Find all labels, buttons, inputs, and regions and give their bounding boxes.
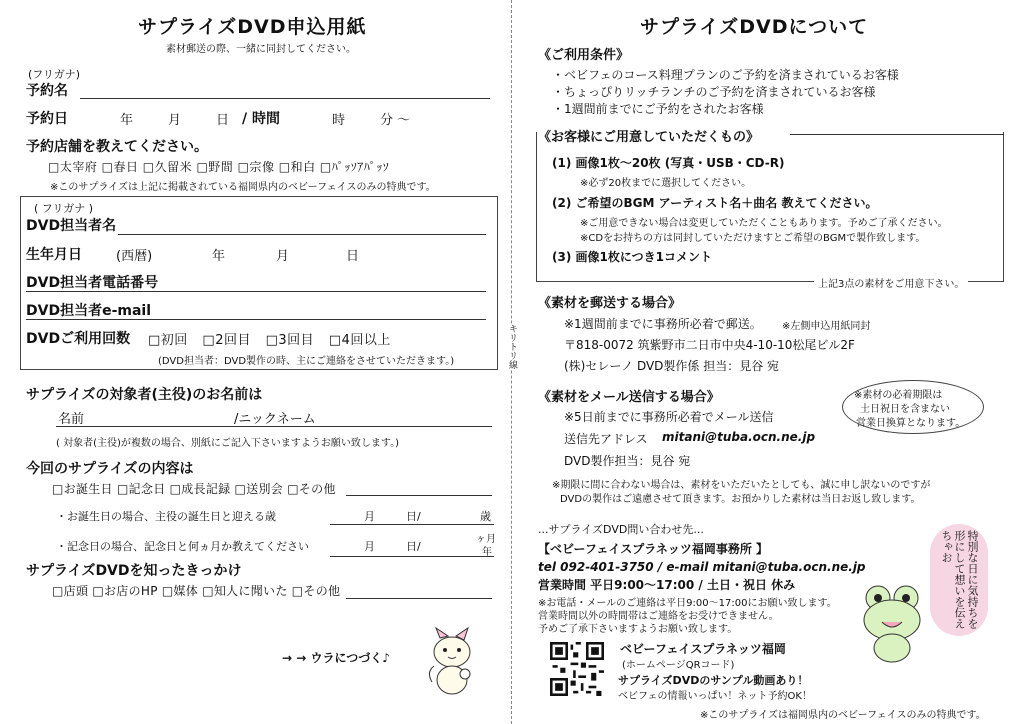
hours-note-1: ※お電話・メールのご連絡は平日9:00〜17:00にお願い致します。 [538,598,837,609]
shop-note: ※このサプライズは上記に掲載されている福岡県内のベビーフェイスのみの特典です。 [50,182,436,193]
trigger-checkboxes[interactable]: □店頭 □お店のHP □媒体 □知人に聞いた □その他 [52,584,341,598]
email-label: DVD担当者e-mail [26,303,152,319]
minute-label: 分 〜 [380,113,411,128]
trigger-other-line[interactable] [346,598,492,599]
about-title: サプライズDVDについて [640,16,869,38]
qr-code-icon[interactable] [550,642,604,696]
prep-item-1-note: ※必ず20枚までに選択してください。 [580,178,752,189]
condition-item-3: ・1週間前までにご予約をされたお客様 [552,102,764,116]
email-send-note: ※5日前までに事務所必着でメール送信 [564,410,774,424]
target-name-line[interactable] [56,426,492,427]
continued-on-back: → → ウラにつづく♪ [282,651,390,665]
bubble-line-2: 土日祝日を含まない [860,404,950,415]
prep-item-2: (2) ご希望のBGM アーティスト名＋曲名 教えてください。 [552,196,878,210]
target-nickname-label: /ニックネーム [234,412,316,427]
qr-title: ベビーフェイスプラネッツ福岡 [620,642,786,656]
birthday-label: 生年月日 [26,247,82,263]
shop-question: 予約店舗を教えてください。 [26,139,208,155]
prep-item-2-note-b: ※CDをお持ちの方は同封していただけますとご希望のBGMで製作致します。 [580,233,926,244]
content-other-line[interactable] [346,495,492,496]
email-send-title: 《素材をメール送信する場合》 [538,390,720,405]
contact-tel-email[interactable]: tel 092-401-3750 / e-mail mitani@tuba.ocn.ne.jp [538,560,866,574]
prep-item-3: (3) 画像1枚につき1コメント [552,250,712,264]
late-note-2: DVDの製作はご遠慮させて頂きます。お預かりした素材は当日お返し致します。 [560,494,921,505]
birth-month-label: 月 [276,249,290,264]
day-label: 日 [216,113,230,128]
target-title: サプライズの対象者(主役)のお名前は [26,387,263,403]
business-hours: 営業時間 平日9:00〜17:00 / 土日・祝日 休み [538,578,796,592]
qr-line-2: ベビフェの情報いっぱい！ネット予約OK！ [618,691,812,702]
years-label: 年 [482,547,492,558]
email-send-address[interactable]: mitani@tuba.ocn.ne.jp [662,430,816,444]
reservation-date-label: 予約日 [26,111,68,127]
anniv-month-label: 月 [364,540,375,553]
hours-note-2: 営業時間以外の時間帯はご連絡をお受けできません。 [538,611,779,622]
preparation-box-top [790,134,1004,135]
reservation-name-label: 予約名 [26,83,68,99]
dvd-contact-name-label: DVD担当者名 [26,218,117,234]
mail-note-1: ※1週間前までに事務所必着で郵送。 [564,317,762,331]
hour-label: 時 [332,113,346,128]
seireki-label: (西暦) [116,249,153,264]
usage-count-note: (DVD担当者：DVD製作の時、主にご連絡をさせていただきます。) [158,356,455,367]
condition-item-1: ・ベビフェのコース料理プランのご予約を済まされているお客様 [552,68,899,82]
time-label: / 時間 [242,111,280,127]
email-line[interactable] [26,319,486,320]
birth-year-label: 年 [212,249,226,264]
prep-item-1: (1) 画像1枚〜20枚 (写真・USB・CD-R) [552,156,785,170]
year-label: 年 [120,113,134,128]
email-send-recipient: DVD製作担当：見谷 宛 [564,454,691,468]
late-note-1: ※期限に間に合わない場合は、素材をいただいたとしても、誠に申し訳ないのですが [552,480,931,491]
target-name-label: 名前 [58,412,85,427]
target-note: ( 対象者(主役)が複数の場合、別紙にご記入下さいますようお願い致します。) [56,438,399,449]
bubble-line-1: ※素材の必着期限は [854,390,943,401]
birthday-question: ・お誕生日の場合、主役の誕生日と迎える歳 [56,510,276,523]
mail-recipient: (株)セレーノ DVD製作係 担当：見谷 宛 [564,359,780,373]
bday-day-label: 日/ [406,510,421,523]
conditions-title: 《ご利用条件》 [538,48,630,63]
usage-count-checkboxes[interactable]: □初回 □2回目 □3回目 □4回以上 [148,333,391,348]
mail-note-1b: ※左側申込用紙同封 [782,321,871,332]
cat-mascot-icon [420,626,484,696]
email-send-label: 送信先アドレス [564,432,648,446]
tel-label: DVD担当者電話番号 [26,275,159,291]
birthday-line[interactable] [330,524,494,525]
contact-intro: ...サプライズDVD問い合わせ先... [538,523,704,536]
prep-item-2-note-a: ※ご用意できない場合は変更していただくこともあります。予めご了承ください。 [580,218,948,229]
content-checkboxes[interactable]: □お誕生日 □記念日 □成長記録 □送別会 □その他 [52,482,336,496]
birth-day-label: 日 [346,249,360,264]
age-label: 歳 [480,510,491,523]
pink-message-text: 特別な日に気持ちを形にして想いを伝えちゃお [940,530,979,629]
tel-line[interactable] [26,291,486,292]
preparation-title: 《お客様にご用意していただくもの》 [538,126,763,145]
office-name: 【ベビーフェイスプラネッツ福岡事務所 】 [538,542,769,556]
month-label: 月 [168,113,182,128]
reservation-name-line[interactable] [80,98,490,99]
preparation-footer: 上記3点の素材をご用意下さい。 [814,275,968,290]
trigger-title: サプライズDVDを知ったきっかけ [26,563,242,579]
dvd-contact-name-line[interactable] [118,234,486,235]
shop-checkboxes[interactable]: □太宰府 □春日 □久留米 □野間 □宗像 □和白 □ﾊﾟｯｿｱﾊﾟｯｿ [48,160,390,174]
qr-line-1: サプライズDVDのサンプル動画あり！ [618,674,809,687]
usage-count-label: DVDご利用回数 [26,331,131,347]
condition-item-2: ・ちょっぴりリッチランチのご予約を済まされているお客様 [552,85,876,99]
content-title: 今回のサプライズの内容は [26,461,194,477]
hours-note-3: 予めご了承下さいますようお願い致します。 [538,624,738,635]
form-title: サプライズDVD申込用紙 [138,16,367,38]
furigana-label-2: ( フリガナ ) [34,202,94,215]
anniversary-question: ・記念日の場合、記念日と何ヵ月か教えてください [56,540,309,553]
cut-line-label: キリトリ線 [507,324,517,369]
footer-note: ※このサプライズは福岡県内のベビーフェイスのみの特典です。 [700,710,986,721]
anniversary-line[interactable] [330,556,494,557]
mail-address: 〒818-0072 筑紫野市二日市中央4-10-10松尾ビル2F [564,338,855,352]
months-label: ヶ月 [476,534,496,545]
form-subtitle: 素材郵送の際、一緒に同封してください。 [166,44,356,55]
furigana-label: (フリガナ) [28,68,81,81]
qr-subtitle: (ホームページQRコード) [622,660,735,671]
anniv-day-label: 日/ [406,540,421,553]
frog-mascot-icon [856,580,928,664]
bday-month-label: 月 [364,510,375,523]
mail-title: 《素材を郵送する場合》 [538,296,682,311]
bubble-line-3: 営業日換算となります。 [856,418,966,429]
